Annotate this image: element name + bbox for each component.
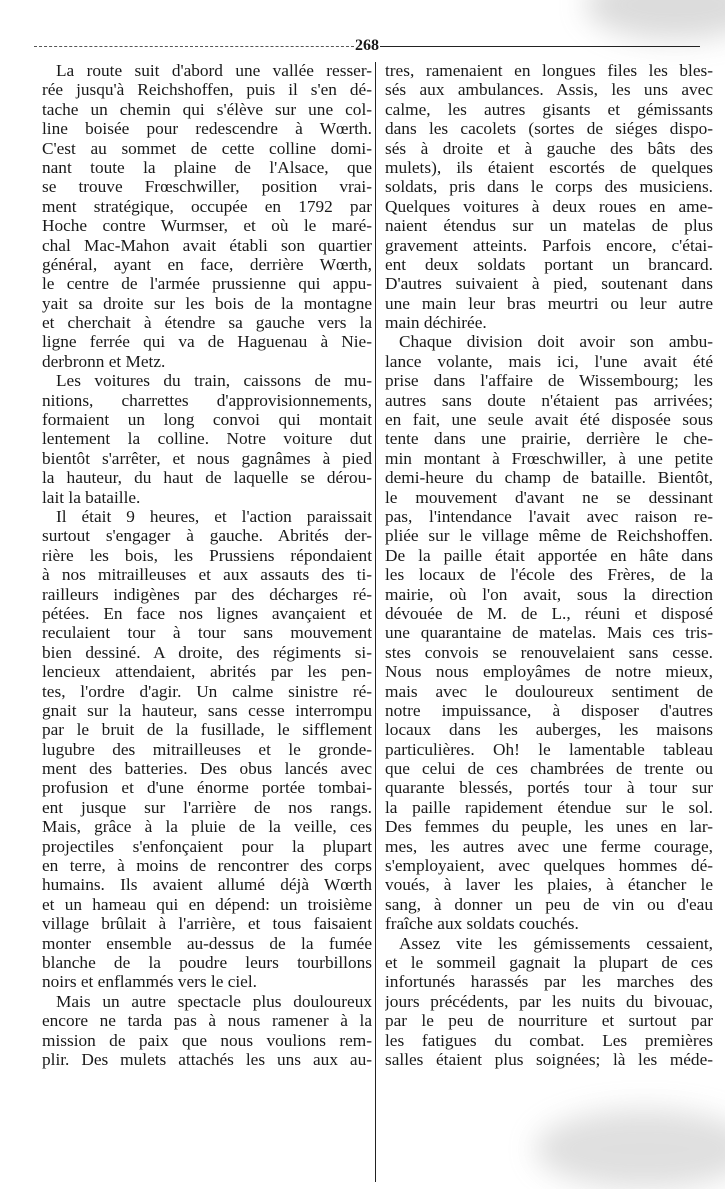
text-line: De la paille était apportée en hâte dans (385, 545, 713, 565)
text-line: Les voitures du train, caissons de mu- (56, 371, 372, 391)
text-line: demi-heure du champ de bataille. Bientôt, (385, 468, 713, 488)
text-line: la paille rapidement étendue sur le sol. (385, 797, 713, 817)
text-line: tres, ramenaient en longues files les bles- (385, 61, 713, 80)
text-line: salles étaient plus soignées; là les méde- (385, 1049, 713, 1069)
text-line: ligne ferrée qui va de Haguenau à Nie- (42, 332, 372, 352)
text-line: Mais un autre spectacle plus douloureux (56, 991, 372, 1011)
text-line: formaient un long convoi qui montait (42, 410, 372, 430)
text-line: humains. Ils avaient allumé déjà Wœrth (42, 875, 372, 895)
text-line: ent jusque sur l'arrière de nos rangs. (42, 797, 372, 817)
text-line: main déchirée. (385, 313, 487, 333)
text-line: mais avec le douloureux sentiment de (385, 681, 713, 701)
text-line: bientôt s'arrêter, et nous gagnâmes à pied (42, 448, 372, 468)
text-line: une quarantaine de matelas. Mais ces tris- (385, 623, 713, 643)
text-line: plir. Des mulets attachés les uns aux au- (42, 1049, 372, 1069)
text-line: naient étendus sur un matelas de plus (385, 216, 713, 236)
text-line: s'employaient, avec quelques hommes dé- (385, 856, 713, 876)
text-line: mulets), ils étaient escortés de quelques (385, 157, 713, 177)
text-line: min montant à Frœschwiller, à une petite (385, 448, 713, 468)
page-number: 268 (355, 37, 379, 54)
header-rule-left (34, 46, 354, 47)
text-line: lentement la colline. Notre voiture dut (42, 429, 372, 449)
text-line: monter ensemble au-dessus de la fumée (42, 933, 372, 953)
text-line: sés aux ambulances. Assis, les uns avec (385, 80, 713, 100)
text-line: ment des batteries. Des obus lancés avec (42, 759, 372, 779)
text-line: mission de paix que nous voulions rem- (42, 1030, 372, 1050)
text-line: sés à droite et à gauche des bâts des (385, 138, 713, 158)
text-line: lance volante, mais ici, l'une avait été (385, 351, 713, 371)
text-line: soldats, pris dans le corps des musiciens. (385, 177, 713, 197)
text-line: particulières. Oh! le lamentable tableau (385, 739, 713, 759)
text-line: en fait, une seule avait été disposée sous (385, 410, 713, 430)
text-line: rée jusqu'à Reichshoffen, puis il s'en dé- (42, 80, 372, 100)
text-line: Hoche contre Wurmser, et où le maré- (42, 216, 372, 236)
text-line: jours précédents, par les nuits du bivouac, (385, 991, 713, 1011)
left-column (42, 61, 372, 1069)
text-line: stes convois se renouvelaient sans cesse. (385, 642, 713, 662)
text-line: ent deux soldats portant un brancard. (385, 254, 713, 274)
text-line: voués, à laver les plaies, à étancher le (385, 875, 713, 895)
text-line: profusion et d'une énorme portée tombai- (42, 778, 372, 798)
text-line: nant toute la plaine de l'Alsace, que (42, 157, 372, 177)
text-line: bien dessiné. A droite, des régiments si- (42, 642, 372, 662)
text-line: autres sans doute n'étaient pas arrivées; (385, 390, 713, 410)
text-line: et cherchait à étendre sa gauche vers la (42, 313, 372, 333)
text-line: yait sa droite sur les bois de la montagne (42, 293, 372, 313)
text-line: par le bruit de la fusillade, le sifflement (42, 720, 372, 740)
text-line: prise dans l'affaire de Wissembourg; les (385, 371, 713, 391)
text-line: railleurs indigènes par des décharges ré- (42, 584, 372, 604)
text-line: reculaient tour à tour sans mouvement (42, 623, 372, 643)
text-line: une main leur bras meurtri ou leur autre (385, 293, 713, 313)
text-line: mairie, où l'on avait, sous la direction (385, 584, 713, 604)
text-line: dans les cacolets (sortes de siéges dispo- (385, 119, 713, 139)
text-line: rière les bois, les Prussiens répondaient (42, 545, 372, 565)
text-line: D'autres suivaient à pied, soutenant dans (385, 274, 713, 294)
scan-smudge-top (585, 0, 725, 40)
text-line: infortunés harassés par les marches des (385, 972, 713, 992)
text-line: tente dans une prairie, derrière le che- (385, 429, 713, 449)
text-line: lencieux attendaient, abrités par les pen- (42, 662, 372, 682)
text-line: quarante blessés, portés tour à tour sur (385, 778, 713, 798)
column-divider (375, 62, 376, 1182)
text-line: général, ayant en face, derrière Wœrth, (42, 254, 372, 274)
text-line: Quelques voitures à deux roues en ame- (385, 196, 713, 216)
text-line: projectiles s'enfonçaient pour la plupart (42, 836, 372, 856)
text-line: calme, les autres gisants et gémissants (385, 99, 713, 119)
text-line: fraîche aux soldats couchés. (385, 914, 579, 934)
text-line: les locaux de l'école des Frères, de la (385, 565, 713, 585)
text-line: sang, à donner un peu de vin ou d'eau (385, 894, 713, 914)
header-rule-right (380, 46, 700, 47)
text-line: notre impuissance, à disposer d'autres (385, 700, 713, 720)
page-header (34, 38, 700, 54)
text-line: encore ne tarda pas à nous ramener à la (42, 1011, 372, 1031)
text-line: par le peu de nourriture et surtout par (385, 1011, 713, 1031)
text-line: pétées. En face nos lignes avançaient et (42, 603, 372, 623)
text-line: locaux dans les auberges, les maisons (385, 720, 713, 740)
text-line: noirs et enflammés vers le ciel. (42, 972, 257, 992)
text-line: Assez vite les gémissements cessaient, (399, 933, 713, 953)
text-line: Chaque division doit avoir son ambu- (399, 332, 713, 352)
text-line: Il était 9 heures, et l'action paraissait (56, 506, 372, 526)
text-line: chal Mac-Mahon avait établi son quartier (42, 235, 372, 255)
text-line: pas, l'intendance l'avait avec raison re- (385, 506, 713, 526)
text-line: tache un chemin qui s'élève sur une col- (42, 99, 372, 119)
text-line: les fatigues du combat. Les premières (385, 1030, 713, 1050)
text-line: gravement atteints. Parfois encore, c'étai- (385, 235, 713, 255)
text-line: se trouve Frœschwiller, position vrai- (42, 177, 372, 197)
text-line: tes, l'ordre d'agir. Un calme sinistre ré- (42, 681, 372, 701)
text-line: Mais, grâce à la pluie de la veille, ces (42, 817, 372, 837)
text-line: derbronn et Metz. (42, 351, 166, 371)
scan-smudge-bottom (535, 1109, 725, 1189)
right-column (385, 61, 713, 1069)
text-line: dévouée de M. de L., réuni et disposé (385, 603, 713, 623)
text-line: line boisée pour redescendre à Wœrth. (42, 119, 372, 139)
text-line: à nos mitrailleuses et aux assauts des ti- (42, 565, 372, 585)
text-line: le centre de l'armée prussienne qui appu- (42, 274, 372, 294)
text-line: lugubre des mitrailleuses et le gronde- (42, 739, 372, 759)
text-line: et le sommeil gagnait la plupart de ces (385, 952, 713, 972)
text-line: en terre, à moins de rencontrer des corps (42, 856, 372, 876)
text-line: que celui de ces chambrées de trente ou (385, 759, 713, 779)
text-line: Des femmes du peuple, les unes en lar- (385, 817, 713, 837)
text-line: pliée sur le village même de Reichshoffen. (385, 526, 713, 546)
text-line: le mouvement d'avant ne se dessinant (385, 487, 713, 507)
text-line: la hauteur, du haut de laquelle se dérou- (42, 468, 372, 488)
text-line: blanche de la poudre leurs tourbillons (42, 952, 372, 972)
text-line: mes, les autres avec une ferme courage, (385, 836, 713, 856)
text-line: et un hameau qui en dépend: un troisième (42, 894, 372, 914)
text-line: gnait sur la hauteur, sans cesse interrompu (42, 700, 372, 720)
text-line: ment stratégique, occupée en 1792 par (42, 196, 372, 216)
text-line: lait la bataille. (42, 487, 141, 507)
text-line: La route suit d'abord une vallée resser- (56, 61, 372, 80)
text-line: surtout s'engager à gauche. Abrités der- (42, 526, 372, 546)
text-line: nitions, charrettes d'approvisionnements, (42, 390, 372, 410)
text-line: Nous nous employâmes de notre mieux, (385, 662, 713, 682)
text-line: village brûlait à l'arrière, et tous faisaient (42, 914, 372, 934)
text-line: C'est au sommet de cette colline domi- (42, 138, 372, 158)
